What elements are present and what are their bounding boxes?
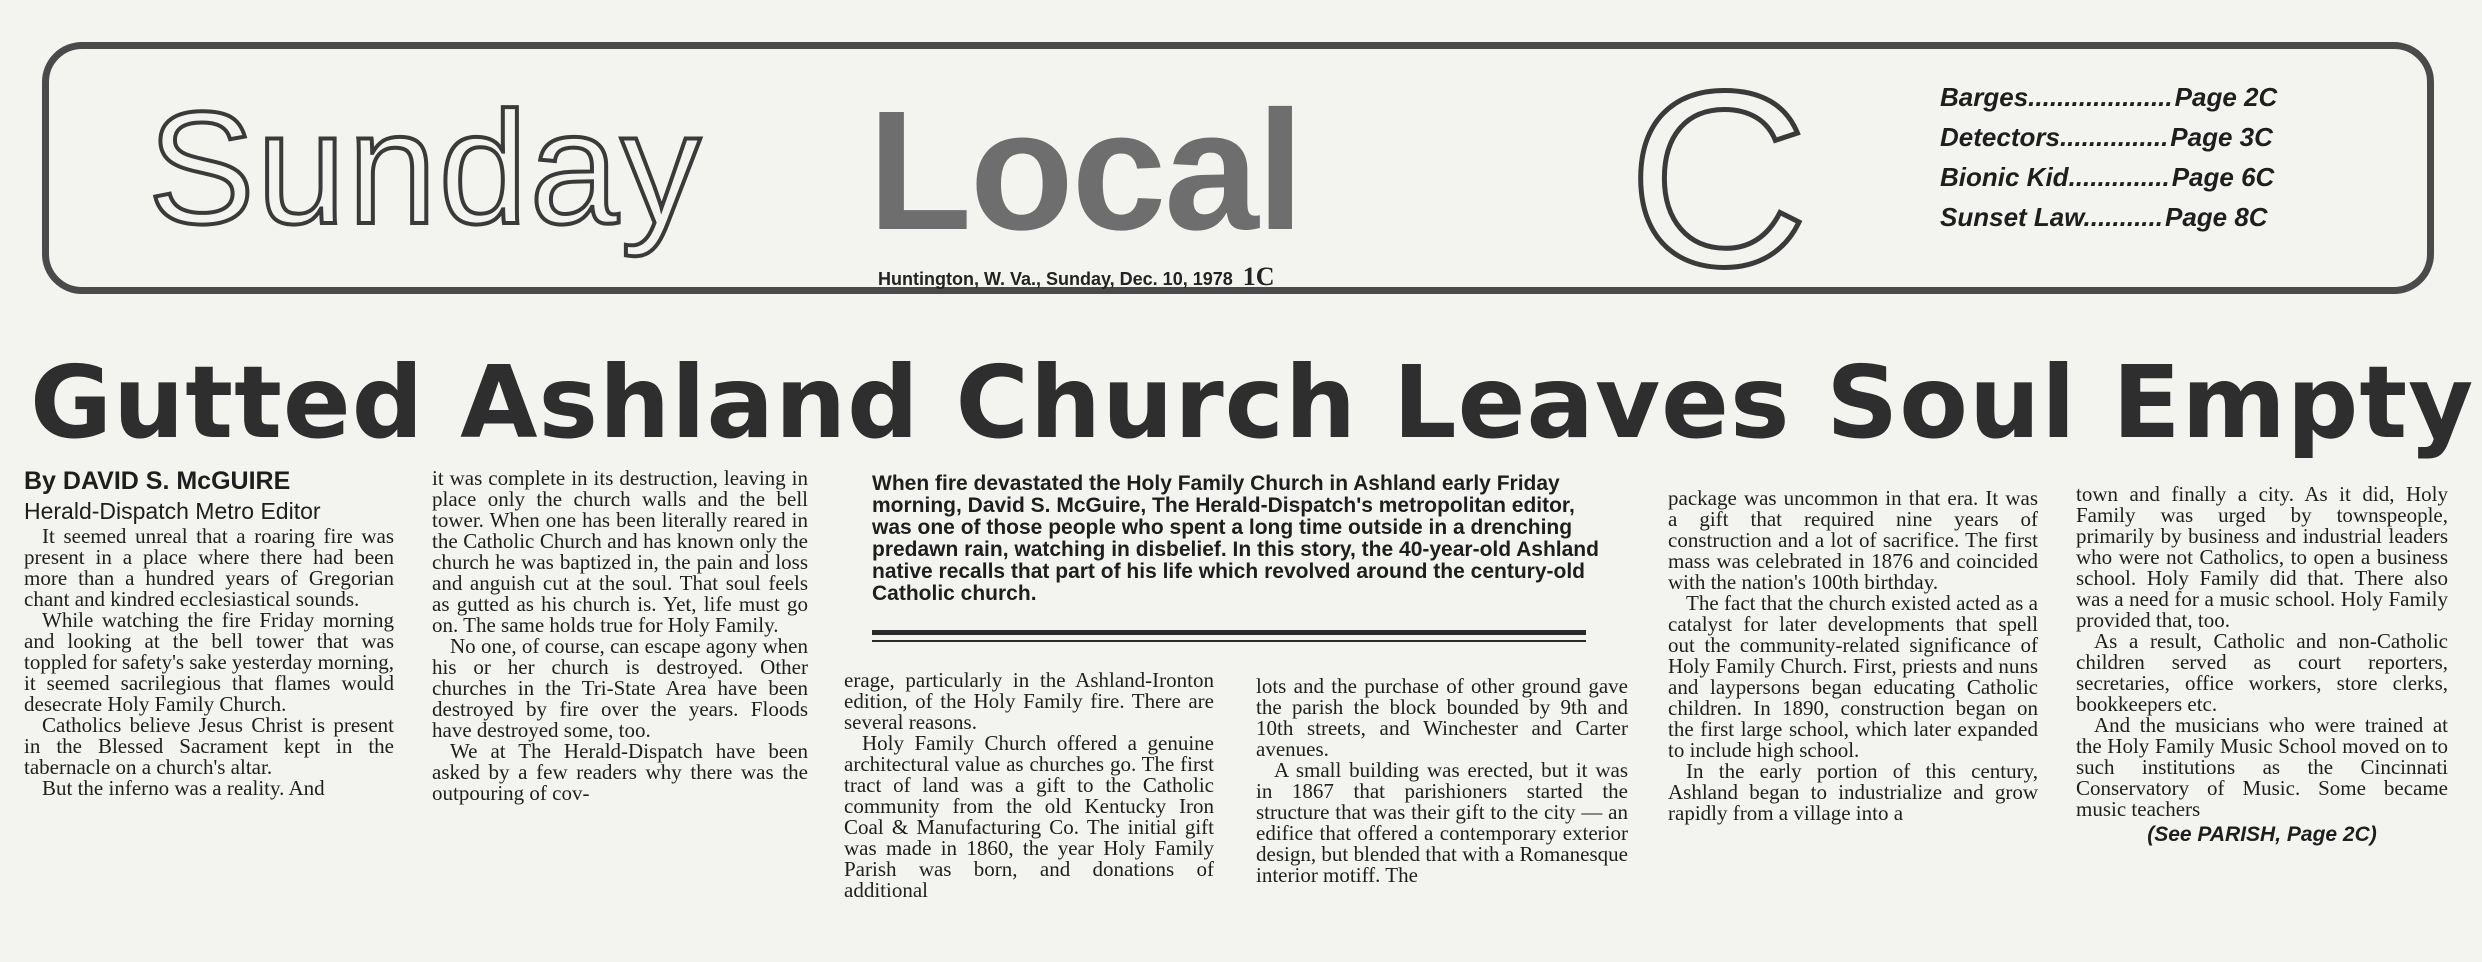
column-6: [2076, 484, 2448, 845]
index-topic: Barges: [1940, 82, 2029, 112]
index-item: [1940, 202, 2340, 242]
paragraph: erage, particularly in the Ashland-Ironton edition, of the Holy Family fire. There are several reasons.: [844, 668, 1214, 734]
paragraph: town and finally a city. As it did, Holy Family was urged by townspeople, primarily by business and industrial leaders who were not Catholics, to open a business school. Holy Family did that. There also was a need for a music school. Holy Family provided that, too.: [2076, 482, 2448, 632]
masthead-sunday: Sunday: [148, 78, 703, 257]
deck-rule-thin: [872, 640, 1586, 642]
column-3: [844, 670, 1214, 901]
paragraph: It seemed unreal that a roaring fire was present in a place where there had been more than a hundred years of Gregorian chant and kindred ecclesiastical sounds.: [24, 524, 394, 611]
index-leader: ...............: [2059, 122, 2169, 152]
article-deck: When fire devastated the Holy Family Church in Ashland early Friday morning, David S. McGuire, The Herald-Dispatch's metropolitan editor, was one of those people who spent a long time outside in a drenching predawn rain, watching in disbelief. In this story, the 40-year-old Ashland native recalls that part of his life which revolved around the century-old Catholic church.: [872, 472, 1599, 605]
section-letter: C: [1628, 39, 1809, 318]
paragraph: We at The Herald-Dispatch have been asked by a few readers why there was the outpouring of cov-: [432, 739, 808, 805]
column-1: [24, 466, 394, 799]
paragraph: But the inferno was a reality. And: [42, 776, 325, 800]
page-number: 1C: [1242, 262, 1275, 291]
paragraph: The fact that the church existed acted as a catalyst for later developments that spell out the community-related significance of Holy Family Church. First, priests and nuns and laypersons began educating Catholic children. In 1890, construction began on the first large school, which later expanded to include high school.: [1668, 591, 2038, 762]
index-leader: ...........: [2083, 202, 2163, 232]
column-5: [1668, 488, 2038, 824]
paragraph: As a result, Catholic and non-Catholic children served as court reporters, secretaries, office workers, store clerks, bookkeepers etc.: [2076, 629, 2448, 716]
byline-title: Herald-Dispatch Metro Editor: [24, 498, 321, 524]
index-leader: ..............: [2068, 162, 2170, 192]
masthead-local: Local: [868, 76, 1303, 266]
paragraph: While watching the fire Friday morning and looking at the bell tower that was toppled for safety's sake yesterday morning, it seemed sacrilegious that flames would desecrate Holy Family Church.: [24, 608, 395, 716]
paragraph: package was uncommon in that era. It was a gift that required nine years of construction and a lot of sacrifice. The first mass was celebrated in 1876 and coincided with the nation's 100th birthday.: [1668, 486, 2038, 594]
jump-line: (See PARISH, Page 2C): [2147, 823, 2377, 846]
index-page: Page 6C: [2171, 162, 2275, 192]
paragraph: In the early portion of this century, Ashland began to industrialize and grow rapidly from a village into a: [1668, 759, 2038, 825]
column-4: [1256, 676, 1628, 886]
paragraph: No one, of course, can escape agony when his or her church is destroyed. Other churches in the Tri-State Area have been destroyed by fire over the years. Floods have destroyed some, too.: [432, 634, 808, 742]
byline: By DAVID S. McGUIRE: [24, 467, 291, 495]
index-item: [1940, 122, 2340, 162]
paragraph: Catholics believe Jesus Christ is present in the Blessed Sacrament kept in the tabernacle on a church's altar.: [24, 713, 394, 779]
headline: Gutted Ashland Church Leaves Soul Empty: [30, 344, 2475, 461]
index-leader: ....................: [2028, 82, 2173, 112]
dateline: [878, 262, 1275, 292]
section-index: [1940, 82, 2340, 242]
index-topic: Bionic Kid: [1940, 162, 2069, 192]
column-2: [432, 468, 808, 804]
paragraph: And the musicians who were trained at the Holy Family Music School moved on to such institutions as the Cincinnati Conservatory of Music. Some became music teachers: [2076, 713, 2448, 821]
index-page: Page 2C: [2174, 82, 2278, 112]
index-item: [1940, 82, 2340, 122]
index-topic: Detectors: [1940, 122, 2060, 152]
paragraph: Holy Family Church offered a genuine architectural value as churches go. The first tract of land was a gift to the Catholic community from the old Kentucky Iron Coal & Manufacturing Co. The initial gift was made in 1860, the year Holy Family Parish was born, and donations of additional: [844, 731, 1214, 902]
paragraph: it was complete in its destruction, leaving in place only the church walls and the bell tower. When one has been literally reared in the Catholic Church and has known only the church he was baptized in, the pain and loss and anguish cut at the soul. That soul feels as gutted as his church is. Yet, life must go on. The same holds true for Holy Family.: [432, 466, 808, 637]
index-page: Page 8C: [2164, 202, 2268, 232]
dateline-text: Huntington, W. Va., Sunday, Dec. 10, 1978: [878, 269, 1233, 289]
index-item: [1940, 162, 2340, 202]
paragraph: A small building was erected, but it was in 1867 that parishioners started the structure that was their gift to the city — an edifice that offered a contemporary exterior design, but blended that with a Romanesque interior motiff. The: [1256, 758, 1628, 887]
paragraph: lots and the purchase of other ground gave the parish the block bounded by 9th and 10th streets, and Winchester and Carter avenues.: [1256, 674, 1628, 761]
deck-rule: [872, 630, 1586, 635]
index-page: Page 3C: [2170, 122, 2273, 152]
index-topic: Sunset Law: [1940, 202, 2084, 232]
